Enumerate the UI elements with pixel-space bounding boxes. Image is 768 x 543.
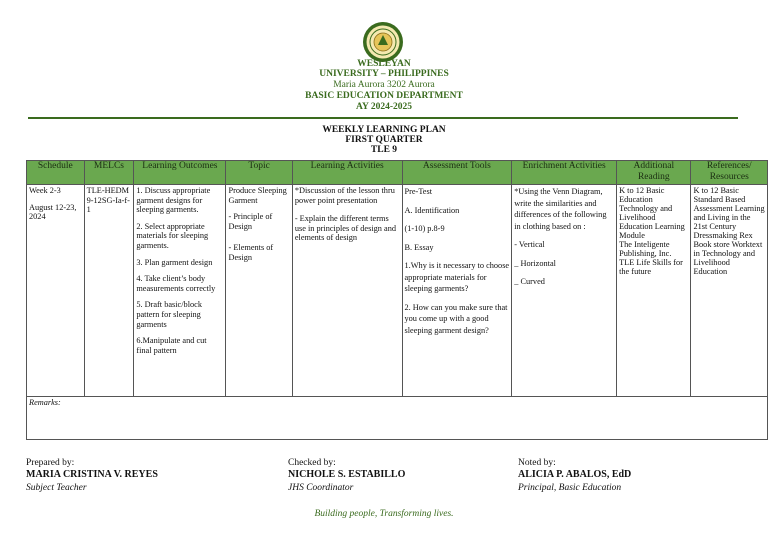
prepared-by-name: MARIA CRISTINA V. REYES	[26, 469, 158, 481]
reading-item: TLE Life Skills for the future	[619, 258, 683, 276]
schedule-week: Week 2-3	[29, 186, 61, 195]
topic-item: - Principle of Design	[228, 212, 273, 231]
reading-item: The Inteligente Publishing, Inc.	[619, 240, 672, 258]
plan-title	[0, 126, 768, 155]
plan-title-line1: WEEKLY LEARNING PLAN	[322, 125, 446, 135]
footer-tagline: Building people, Transforming lives.	[314, 509, 454, 519]
school-name-line2: UNIVERSITY – PHILIPPINES	[319, 69, 449, 79]
column-header: Assessment Tools	[402, 161, 512, 185]
outcome-item: 1. Discuss appropriate garment designs for sleeping garments.	[136, 186, 211, 215]
assessment-item: 2. How can you make sure that you come up with a good sleeping garment design?	[404, 302, 508, 335]
weekly-plan-table	[26, 160, 768, 440]
assessment-item: 1.Why is it necessary to choose appropriate materials for sleeping garments?	[404, 261, 510, 293]
table-header-row	[27, 161, 768, 185]
remarks-label: Remarks:	[27, 397, 768, 440]
academic-year: AY 2024-2025	[355, 102, 413, 112]
column-header: Enrichment Activities	[512, 161, 617, 185]
enrichment-item: *Using the Venn Diagram, write the similarities and differences of the following in clothing based on :	[514, 187, 607, 231]
assessment-item: (1-10) p.8-9	[404, 224, 445, 233]
noted-by-name: ALICIA P. ABALOS, EdD	[518, 469, 632, 481]
department-name: BASIC EDUCATION DEPARTMENT	[305, 91, 463, 101]
checked-by-role: JHS Coordinator	[288, 482, 354, 493]
column-header: Learning Outcomes	[134, 161, 226, 185]
assessment-item: B. Essay	[404, 242, 434, 252]
activity-item: *Discussion of the lesson thru power point presentation	[294, 186, 395, 205]
outcome-item: 6.Manipulate and cut final pattern	[136, 336, 207, 355]
assessment-cell	[402, 185, 512, 397]
plan-title-line3: TLE 9	[370, 144, 398, 155]
prepared-by-label: Prepared by:	[26, 458, 75, 468]
assessment-item: Pre-Test	[404, 187, 433, 196]
noted-by-label: Noted by:	[518, 458, 556, 468]
column-header: Additional Reading	[617, 161, 691, 185]
assessment-item: A. Identification	[404, 205, 460, 215]
column-header: MELCs	[84, 161, 134, 185]
header-divider	[28, 117, 738, 119]
schedule-dates: August 12-23, 2024	[29, 202, 77, 222]
enrichment-item: _ Curved	[514, 277, 545, 286]
column-header: References/ Resources	[691, 161, 768, 185]
outcomes-cell	[134, 185, 226, 397]
school-address: Maria Aurora 3202 Aurora	[333, 80, 435, 90]
column-header: Learning Activities	[292, 161, 402, 185]
outcome-item: 4. Take client’s body measurements correctly	[136, 274, 216, 293]
noted-by-role: Principal, Basic Education	[518, 482, 622, 493]
checked-by-label: Checked by:	[288, 458, 336, 468]
outcome-item: 3. Plan garment design	[136, 257, 213, 267]
prepared-by-block	[26, 457, 158, 494]
topic-item: Produce Sleeping Garment	[228, 186, 287, 205]
enrichment-item: _ Horizontal	[514, 258, 556, 268]
schedule-cell	[27, 185, 85, 397]
enrichment-cell	[512, 185, 617, 397]
university-seal-logo	[362, 21, 404, 63]
reading-item: K to 12 Basic Education Technology and Livelihood Education Learning Module	[619, 186, 685, 240]
column-header: Schedule	[27, 161, 85, 185]
outcome-item: 5. Draft basic/block pattern for sleeping garments	[136, 300, 202, 329]
table-row	[27, 185, 768, 397]
topic-item: - Elements of Design	[228, 243, 274, 262]
school-name: WESLEYAN	[357, 59, 411, 69]
column-header: Topic	[226, 161, 292, 185]
enrichment-item: - Vertical	[514, 240, 545, 249]
plan-title-line2: FIRST QUARTER	[345, 134, 423, 145]
additional-reading-cell	[617, 185, 691, 397]
activity-item: - Explain the different terms use in principles of design and elements of design	[294, 214, 396, 243]
melcs-cell: TLE-HEDM9-12SG-Ia-f-1	[84, 185, 134, 397]
references-cell: K to 12 Basic Standard Based Assessment Learning and Living in the 21st Century Dressmaking Rex Book store Worktext in Technology and Livelihood Education	[691, 185, 768, 397]
activities-cell	[292, 185, 402, 397]
noted-by-block	[518, 457, 631, 494]
checked-by-name: NICHOLE S. ESTABILLO	[288, 469, 406, 481]
checked-by-block	[288, 457, 405, 494]
remarks-row	[27, 397, 768, 440]
topic-cell	[226, 185, 292, 397]
prepared-by-role: Subject Teacher	[26, 482, 87, 493]
outcome-item: 2. Select appropriate materials for sleeping garments.	[136, 221, 209, 250]
